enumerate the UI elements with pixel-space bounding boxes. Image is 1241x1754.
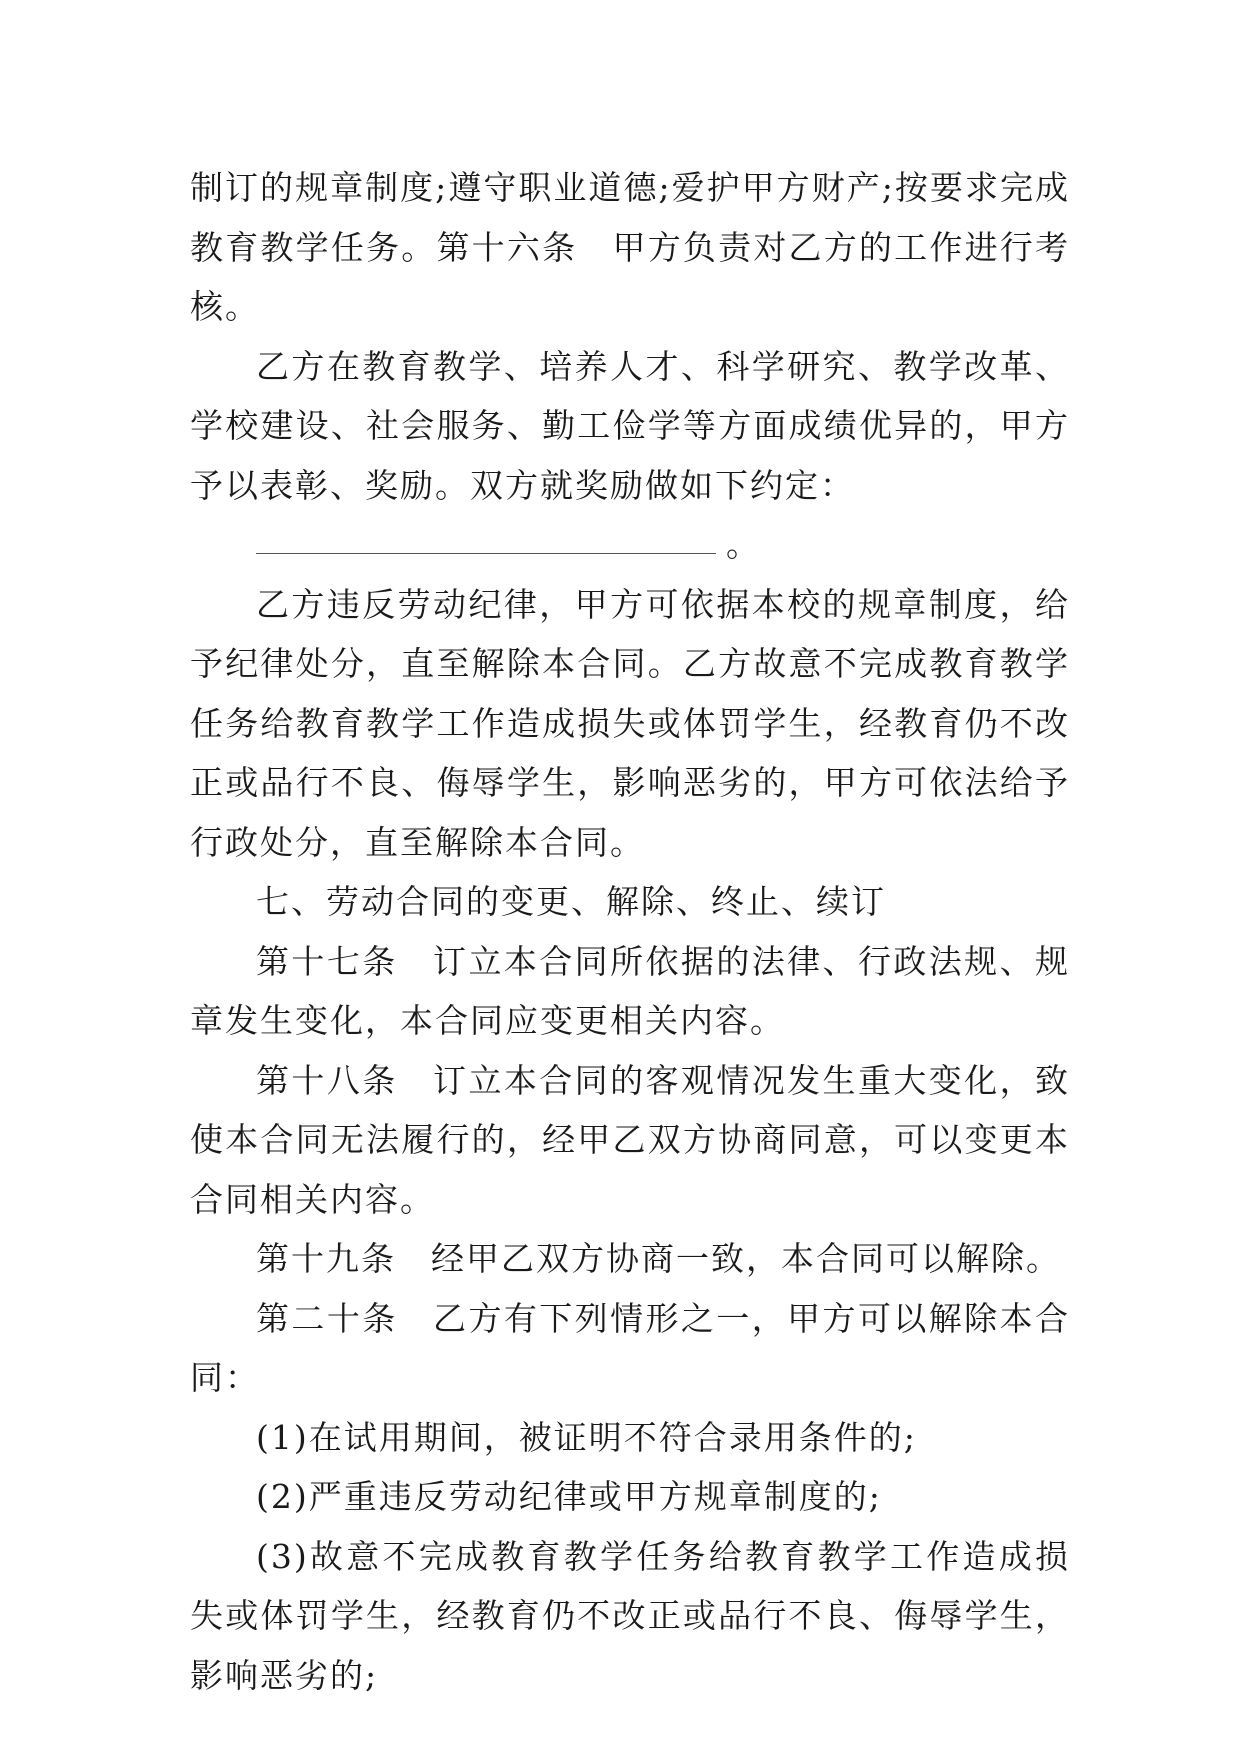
- list-item-2: (2)严重违反劳动纪律或甲方规章制度的;: [256, 1477, 882, 1516]
- section-heading-contract-changes: 七、劳动合同的变更、解除、终止、续订: [256, 882, 886, 921]
- blank-line-end-mark: 。: [726, 525, 761, 564]
- paragraph-article-20: 第二十条 乙方有下列情形之一，甲方可以解除本合同：: [190, 1298, 1070, 1397]
- paragraph-article-17: 第十七条 订立本合同所依据的法律、行政法规、规章发生变化，本合同应变更相关内容。: [190, 941, 1070, 1040]
- paragraph-rewards: 乙方在教育教学、培养人才、科学研究、教学改革、学校建设、社会服务、勤工俭学等方面成绩优异的，甲方予以表彰、奖励。双方就奖励做如下约定：: [190, 346, 1070, 505]
- list-item-1: (1)在试用期间，被证明不符合录用条件的;: [256, 1417, 917, 1457]
- paragraph-discipline: 乙方违反劳动纪律，甲方可依据本校的规章制度，给予纪律处分，直至解除本合同。乙方故意不完成教育教学任务给教育教学工作造成损失或体罚学生，经教育仍不改正或品行不良、侮辱学生，影响恶劣的，甲方可依法给予行政处分，直至解除本合同。: [190, 584, 1070, 862]
- paragraph-regulations: 制订的规章制度;遵守职业道德;爱护甲方财产;按要求完成教育教学任务。第十六条 甲方负责对乙方的工作进行考核。: [190, 168, 1070, 326]
- paragraph-article-18: 第十八条 订立本合同的客观情况发生重大变化，致使本合同无法履行的，经甲乙双方协商同意，可以变更本合同相关内容。: [190, 1060, 1070, 1219]
- list-item-3: (3)故意不完成教育教学任务给教育教学工作造成损失或体罚学生，经教育仍不改正或品行不良、侮辱学生，影响恶劣的;: [190, 1536, 1070, 1695]
- paragraph-article-19: 第十九条 经甲乙双方协商一致，本合同可以解除。: [256, 1239, 1061, 1278]
- document-body: [190, 158, 1070, 1705]
- blank-underline: [256, 553, 716, 554]
- fill-in-blank-line: [190, 515, 1070, 575]
